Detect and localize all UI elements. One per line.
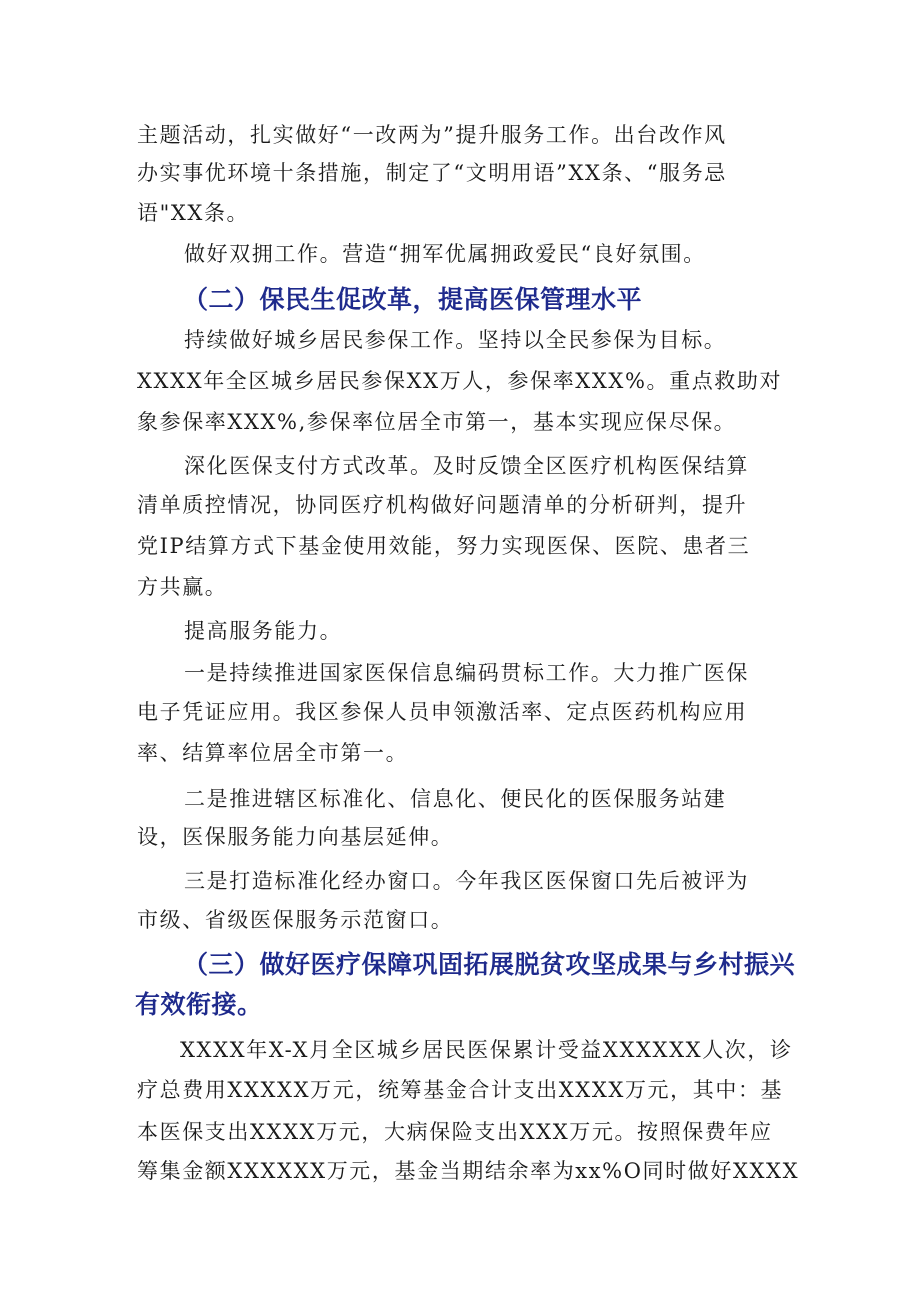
body-line: 筹集金额XXXXXX万元，基金当期结余率为xx%O同时做好XXXX [137, 1159, 800, 1183]
section-heading-3: （三）做好医疗保障巩固拓展脱贫攻坚成果与乡村振兴 [183, 950, 796, 979]
section-heading-2: （二）保民生促改革，提高医保管理水平 [183, 285, 643, 314]
section-heading-3-continued: 有效衔接。 [135, 990, 263, 1019]
body-line: 深化医保支付方式改革。及时反馈全区医疗机构医保结算 [184, 454, 749, 478]
body-line: 语"XX条。 [137, 201, 250, 225]
body-line: 清单质控情况，协同医疗机构做好问题清单的分析研判，提升 [137, 493, 748, 517]
body-line: 市级、省级医保服务示范窗口。 [137, 908, 454, 932]
body-line: 办实事优环境十条措施，制定了“文明用语”XX条、“服务忌 [137, 161, 727, 185]
body-line: 持续做好城乡居民参保工作。坚持以全民参保为目标。 [184, 328, 727, 352]
body-line: 党IP结算方式下基金使用效能，努力实现医保、医院、患者三 [137, 534, 751, 558]
body-line: 设，医保服务能力向基层延伸。 [137, 825, 454, 849]
body-line: 主题活动，扎实做好“一改两为”提升服务工作。出台改作风 [137, 123, 727, 147]
body-line: XXXX年X-X月全区城乡居民医保累计受益XXXXXX人次，诊 [180, 1038, 793, 1062]
body-line: 象参保率XXX%,参保率位居全市第一，基本实现应保尽保。 [137, 410, 737, 434]
paragraph-service-capacity: 提高服务能力。 [184, 619, 343, 643]
body-line: 一是持续推进国家医保信息编码贯标工作。大力推广医保 [184, 661, 749, 685]
body-line: 疗总费用XXXXX万元，统筹基金合计支出XXXX万元，其中：基 [137, 1078, 784, 1102]
body-line: 本医保支出XXXX万元，大病保险支出XXX万元。按照保费年应 [137, 1120, 773, 1144]
body-line: 率、结算率位居全市第一。 [137, 741, 409, 765]
paragraph-double-support: 做好双拥工作。营造“拥军优属拥政爱民“良好氛围。 [184, 242, 706, 266]
body-line: XXXX年全区城乡居民参保XX万人，参保率XXX%。重点救助对 [137, 369, 783, 393]
body-line: 电子凭证应用。我区参保人员申领激活率、定点医药机构应用 [137, 700, 748, 724]
body-line: 方共赢。 [137, 575, 228, 599]
body-line: 二是推进辖区标准化、信息化、便民化的医保服务站建 [184, 787, 727, 811]
body-line: 三是打造标准化经办窗口。今年我区医保窗口先后被评为 [184, 869, 749, 893]
